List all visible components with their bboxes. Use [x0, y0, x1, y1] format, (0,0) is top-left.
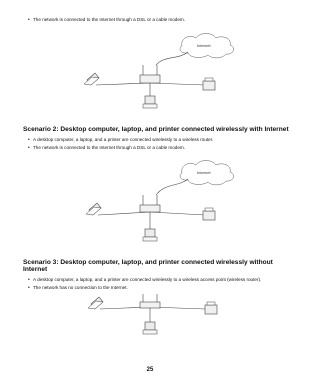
intro-bullet-1: • The network is connected to the Internet through a DSL or a cable modem. [33, 17, 185, 23]
wireless-network-internet-diagram [0, 157, 300, 247]
internet-link-line [156, 52, 188, 65]
router-icon [140, 195, 160, 212]
scenario-2-bullet-2: • The network is connected to the Internet through a DSL or a cable modem. [33, 145, 185, 151]
desktop-computer-icon [143, 229, 157, 241]
desktop-computer-icon [143, 322, 157, 334]
router-icon [140, 65, 160, 83]
internet-link-line [156, 179, 188, 195]
printer-icon [203, 208, 215, 220]
internet-cloud-label: Internet [197, 170, 211, 175]
internet-cloud-icon [180, 161, 233, 185]
access-point-icon [140, 294, 160, 308]
scenario-3-heading-line-2: Internet [23, 266, 48, 273]
scenario-2-bullet-1: • A desktop computer, a laptop, and a printer are connected wirelessly to a wireless router. [33, 137, 213, 143]
printer-icon [203, 78, 215, 90]
printer-icon [205, 302, 217, 314]
scenario-3-heading-line-1: Scenario 3: Desktop computer, laptop, and printer connected wirelessly without [23, 259, 273, 266]
internet-cloud-label: Internet [197, 43, 211, 48]
laptop-icon [84, 73, 99, 85]
wireless-network-no-internet-diagram [0, 292, 300, 352]
desktop-computer-icon [143, 96, 157, 108]
internet-cloud-icon [180, 34, 233, 58]
scenario-2-heading: Scenario 2: Desktop computer, laptop, and printer connected wirelessly with Internet [23, 126, 289, 133]
wired-network-diagram [0, 30, 300, 112]
scenario-3-bullet-2: • The network has no connection to the Internet. [33, 285, 128, 291]
scenario-3-bullet-1: • A desktop computer, a laptop, and a printer are connected wirelessly to a wireless access point (wireless router). [33, 277, 261, 283]
laptop-icon [88, 297, 103, 309]
page-number: 25 [146, 367, 154, 373]
laptop-icon [86, 203, 101, 215]
